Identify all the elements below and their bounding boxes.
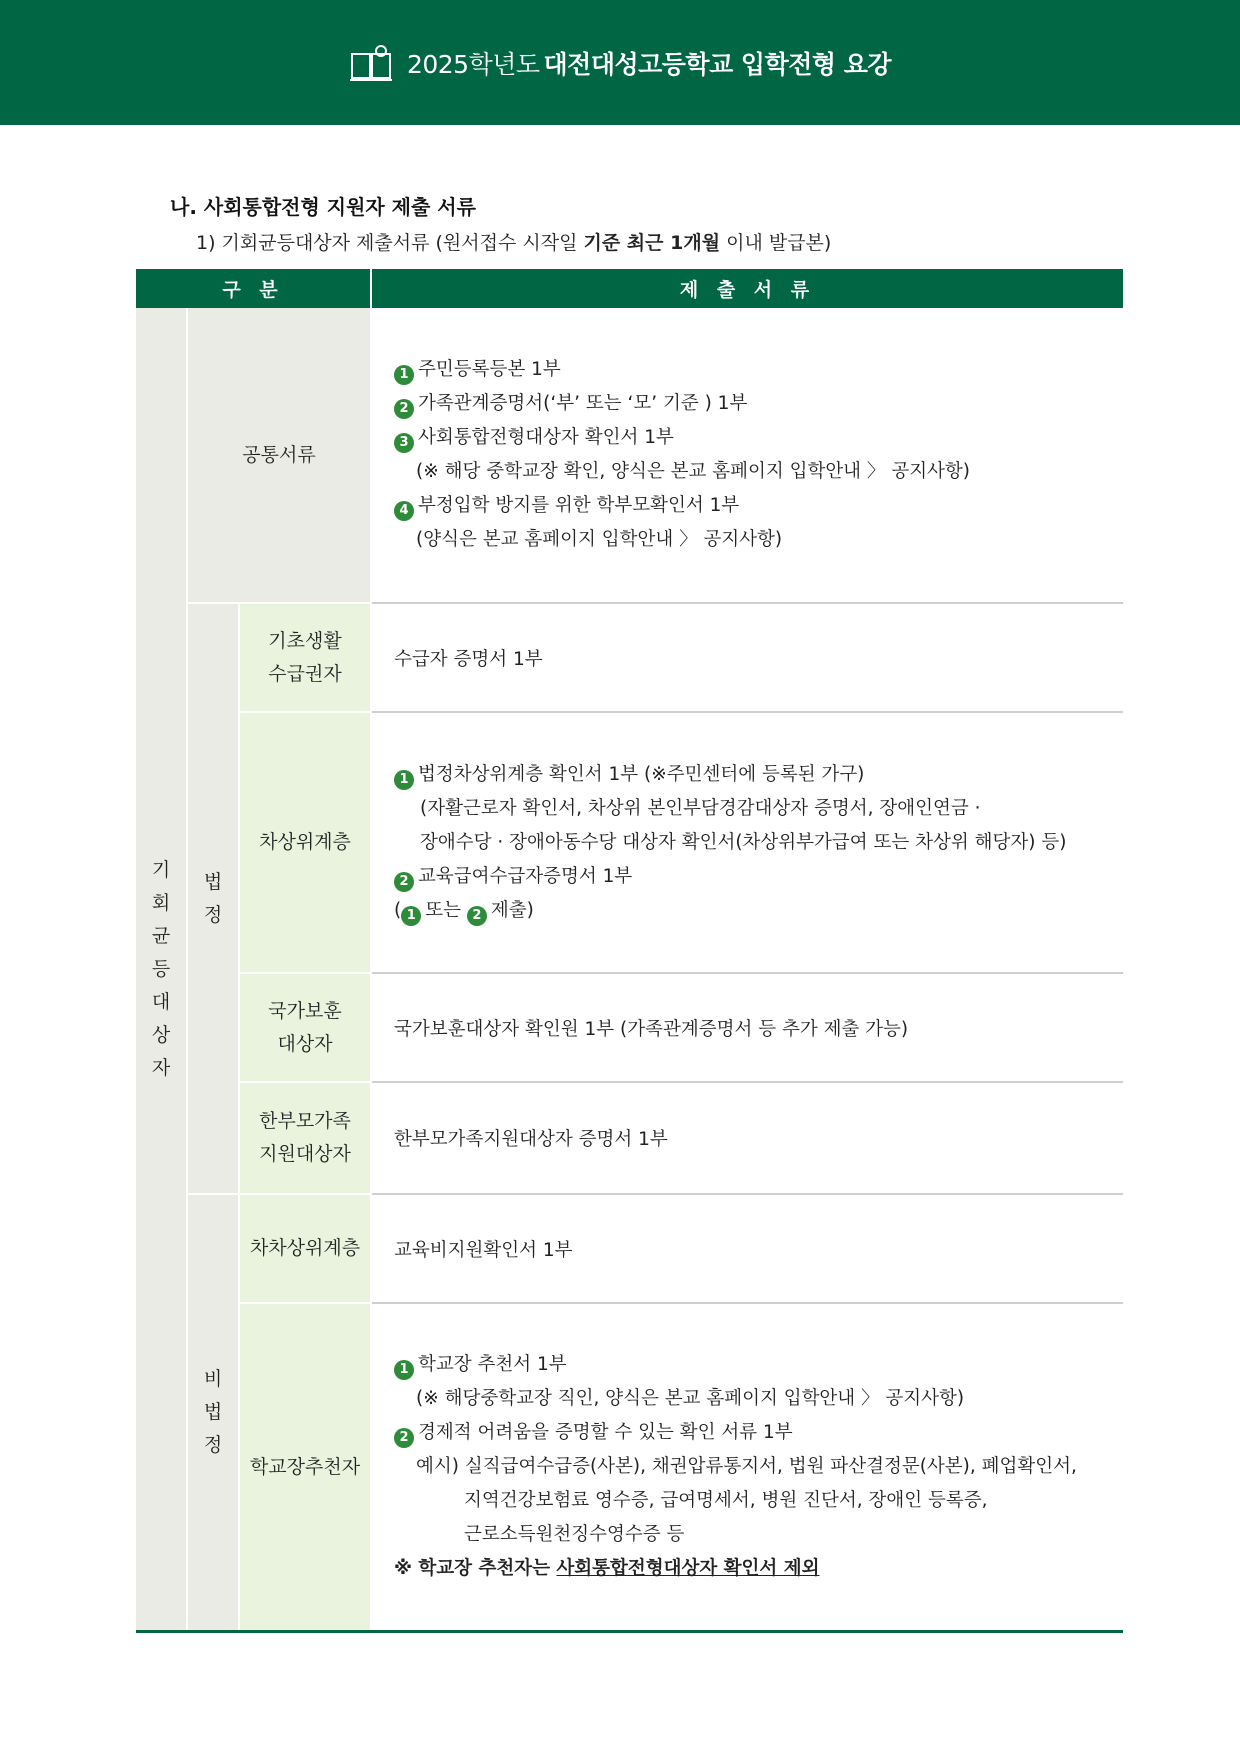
list-item	[394, 353, 1123, 387]
row-label-single-parent	[240, 1083, 370, 1193]
list-item	[394, 1416, 1123, 1450]
row-label-next-near-poor: 차차상위계층	[240, 1195, 370, 1302]
subtitle-prefix: 1) 기회균등대상자 제출서류 (원서접수 시작일	[196, 232, 584, 254]
item-text: 사회통합전형대상자 확인서 1부	[418, 427, 674, 448]
row-label-common: 공통서류	[242, 443, 316, 466]
number-badge: 2	[394, 872, 414, 892]
section-subtitle	[196, 228, 831, 255]
item-text: 부정입학 방지를 위한 학부모확인서 1부	[418, 495, 740, 516]
paren: (	[394, 899, 402, 921]
subtitle-suffix: 이내 발급본)	[720, 232, 832, 254]
row-divider	[372, 711, 1123, 713]
label-line: 기초생활	[268, 629, 342, 652]
content-single-parent: 한부모가족지원대상자 증명서 1부	[394, 1129, 668, 1150]
page-header	[0, 0, 1240, 125]
content-common	[394, 308, 1123, 602]
group-legal	[188, 604, 238, 1193]
header-school-title: 대전대성고등학교 입학전형 요강	[543, 49, 892, 79]
group-char: 정	[203, 903, 223, 926]
common-label-cell	[188, 308, 370, 602]
group-char: 대	[151, 990, 171, 1013]
submit-text: 제출)	[490, 899, 534, 921]
note-prefix: ※ 학교장 추천자는	[394, 1558, 557, 1579]
group-char: 등	[151, 957, 171, 980]
group-nonlegal	[188, 1195, 238, 1630]
item-text: 가족관계증명서(‘부’ 또는 ‘모’ 기준 ) 1부	[418, 393, 748, 414]
example-line: 근로소득원천징수영수증 등	[464, 1524, 685, 1545]
row-label-veteran	[240, 974, 370, 1081]
list-item	[394, 860, 1123, 894]
item-text: 교육급여수급자증명서 1부	[418, 865, 633, 887]
item-note: (양식은 본교 홈페이지 입학안내 〉 공지사항)	[416, 529, 783, 550]
either-note	[394, 894, 1123, 928]
label-line: 지원대상자	[259, 1143, 351, 1165]
label-line: 한부모가족	[259, 1110, 351, 1132]
row-label-near-poor: 차상위계층	[240, 713, 370, 972]
book-icon	[349, 44, 393, 82]
item-text: 주민등록등본 1부	[418, 359, 561, 380]
header-documents: 제 출 서 류	[372, 269, 1123, 308]
group-char: 상	[151, 1023, 171, 1046]
header-title	[407, 45, 891, 81]
or-text: 또는	[425, 899, 461, 921]
content-next-near-poor: 교육비지원확인서 1부	[394, 1239, 573, 1261]
group-char: 비	[203, 1368, 223, 1390]
content-near-poor	[394, 713, 1123, 972]
list-item	[394, 421, 1123, 455]
row-label-basic	[240, 604, 370, 711]
number-badge: 2	[394, 399, 414, 419]
label-line: 대상자	[277, 1032, 333, 1055]
list-item	[394, 1348, 1123, 1382]
row-divider	[372, 1081, 1123, 1083]
subtitle-bold: 기준 최근 1개월	[583, 232, 721, 254]
row-divider	[372, 1193, 1123, 1195]
list-item	[394, 489, 1123, 523]
label-line: 국가보훈	[268, 999, 342, 1022]
item-note: (※ 해당중학교장 직인, 양식은 본교 홈페이지 입학안내 〉 공지사항)	[416, 1388, 965, 1409]
number-badge: 1	[394, 1360, 414, 1380]
number-badge: 1	[394, 365, 414, 385]
item-note: (자활근로자 확인서, 차상위 본인부담경감대상자 증명서, 장애인연금 ·	[420, 797, 981, 819]
item-note: 장애수당 · 장애아동수당 대상자 확인서(차상위부가급여 또는 차상위 해당자) 등)	[420, 831, 1067, 853]
item-text: 학교장 추천서 1부	[418, 1354, 567, 1375]
label-line: 수급권자	[268, 662, 342, 685]
group-char: 법	[203, 1401, 223, 1423]
item-note: (※ 해당 중학교장 확인, 양식은 본교 홈페이지 입학안내 〉 공지사항)	[416, 461, 971, 482]
content-basic: 수급자 증명서 1부	[394, 648, 543, 670]
note-underlined: 사회통합전형대상자 확인서 제외	[556, 1558, 820, 1579]
number-badge: 1	[401, 906, 421, 926]
item-text: 경제적 어려움을 증명할 수 있는 확인 서류 1부	[418, 1422, 793, 1443]
group-char: 기	[151, 858, 171, 881]
row-divider	[372, 602, 1123, 604]
row-label-principal: 학교장추천자	[240, 1304, 370, 1630]
group-char: 법	[203, 870, 223, 893]
item-text: 법정차상위계층 확인서 1부 (※주민센터에 등록된 가구)	[418, 763, 865, 785]
documents-table	[136, 269, 1123, 1633]
table-bottom-rule	[136, 1630, 1123, 1633]
example-line: 예시) 실직급여수급증(사본), 채권압류통지서, 법원 파산결정문(사본), 폐업확인서,	[416, 1456, 1077, 1477]
row-divider	[372, 1302, 1123, 1304]
principal-note	[394, 1552, 1123, 1586]
group-opportunity	[136, 308, 186, 1630]
number-badge: 2	[394, 1428, 414, 1448]
number-badge: 3	[394, 433, 414, 453]
example-line: 지역건강보험료 영수증, 급여명세서, 병원 진단서, 장애인 등록증,	[464, 1490, 988, 1511]
section-title: 나. 사회통합전형 지원자 제출 서류	[170, 195, 476, 219]
number-badge: 4	[394, 501, 414, 521]
group-char: 회	[151, 891, 171, 914]
number-badge: 2	[467, 906, 487, 926]
content-principal	[394, 1304, 1123, 1630]
header-category: 구 분	[136, 269, 370, 308]
group-char: 자	[151, 1056, 171, 1079]
header-year: 2025학년도	[406, 49, 540, 79]
list-item	[394, 387, 1123, 421]
group-char: 균	[151, 924, 171, 947]
group-char: 정	[203, 1434, 223, 1456]
number-badge: 1	[394, 770, 414, 790]
list-item	[394, 758, 1123, 792]
row-divider	[372, 972, 1123, 974]
content-veteran: 국가보훈대상자 확인원 1부 (가족관계증명서 등 추가 제출 가능)	[394, 1018, 909, 1040]
